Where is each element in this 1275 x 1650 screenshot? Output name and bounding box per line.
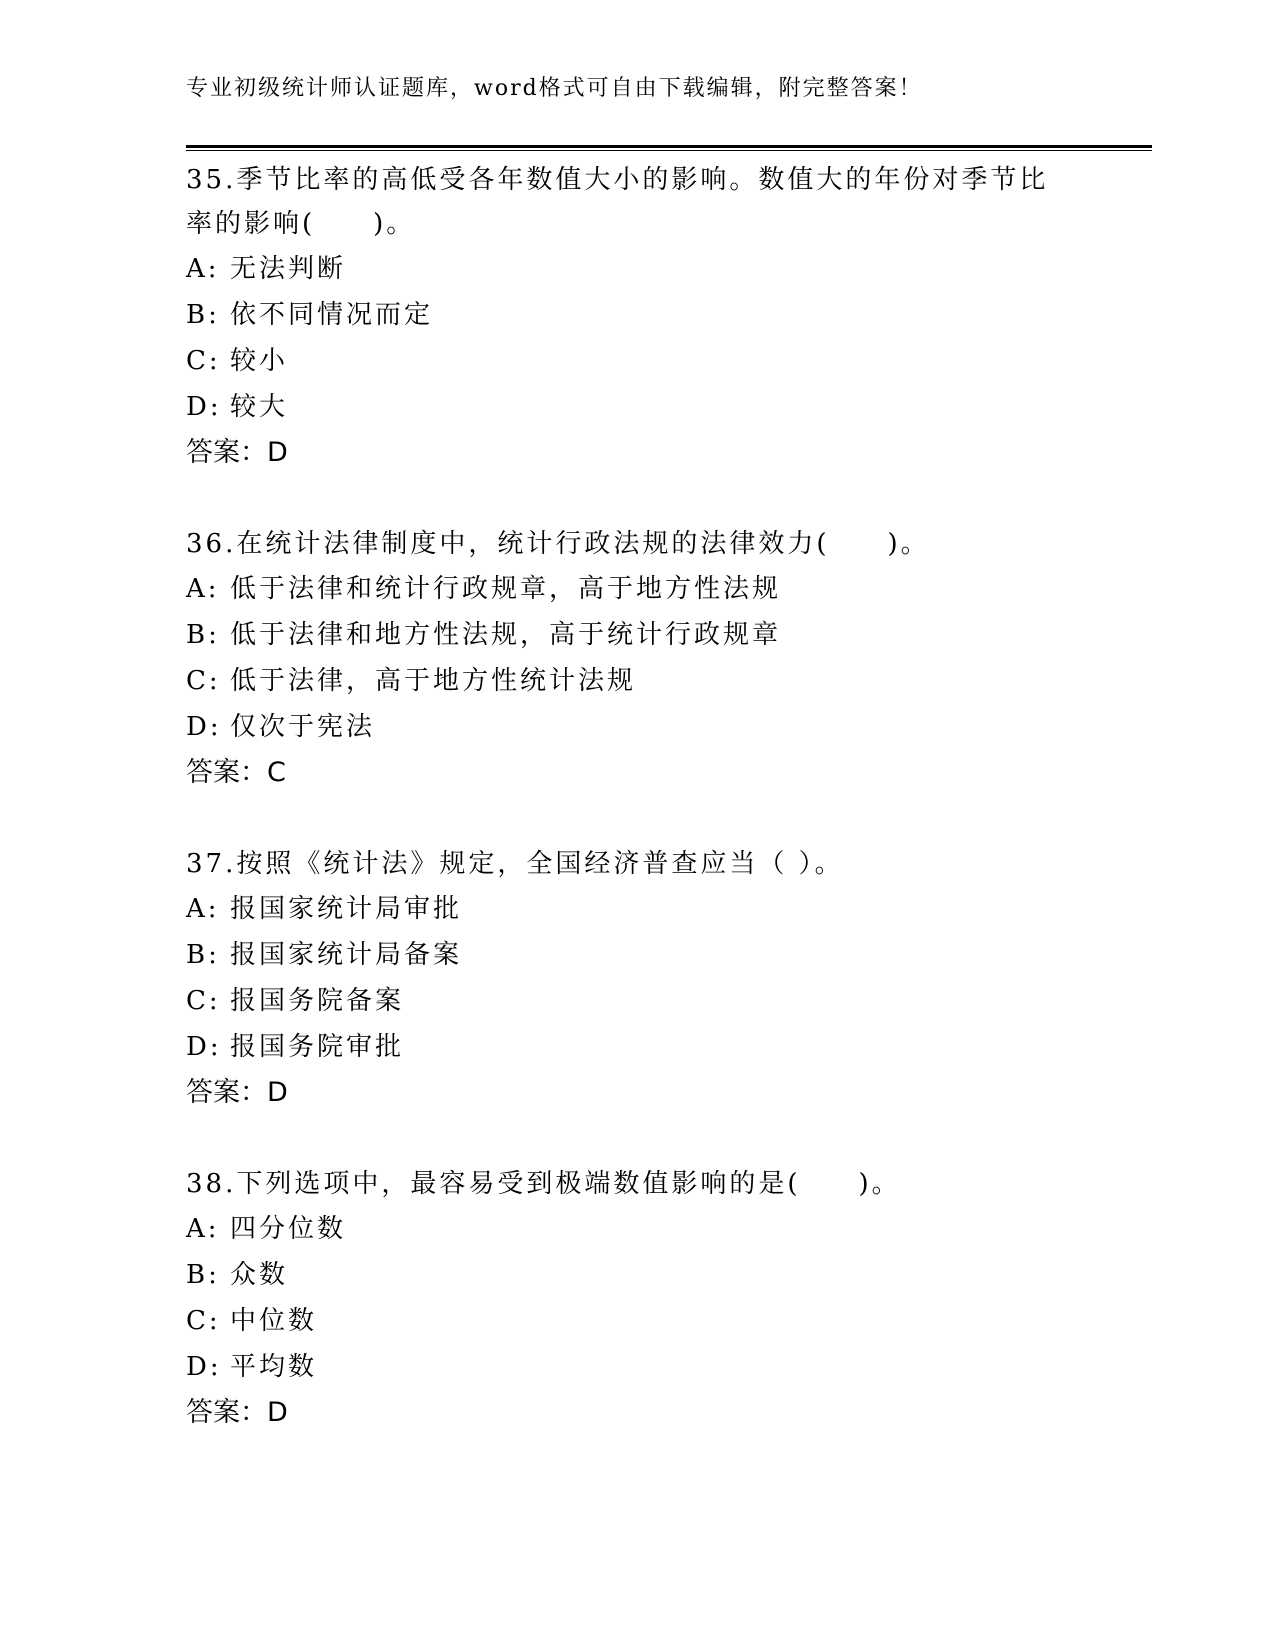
option-letter: C: <box>186 1306 221 1336</box>
option-letter: D: <box>186 712 222 742</box>
option-letter: B: <box>186 1260 220 1290</box>
answer-line: 答案：D <box>186 1077 288 1108</box>
answer-line: 答案：D <box>186 1397 288 1428</box>
option-letter: A: <box>186 254 220 284</box>
option-a <box>186 886 1136 932</box>
option-letter: C: <box>186 346 221 376</box>
option-letter: B: <box>186 940 220 970</box>
option-c <box>186 658 1136 704</box>
option-text: 报国务院备案 <box>230 986 405 1016</box>
option-text: 报国家统计局审批 <box>230 894 463 924</box>
option-a <box>186 1206 1136 1252</box>
question-37 <box>186 842 1136 1116</box>
option-text: 中位数 <box>230 1306 318 1336</box>
option-letter: C: <box>186 666 221 696</box>
option-letter: C: <box>186 986 221 1016</box>
option-d <box>186 704 1136 750</box>
option-text: 仅次于宪法 <box>230 712 376 742</box>
option-b <box>186 292 1136 338</box>
answer-line: 答案：D <box>186 437 288 468</box>
option-text: 较小 <box>230 346 289 376</box>
question-35 <box>186 158 1136 476</box>
header-text: 专业初级统计师认证题库，word格式可自由下载编辑，附完整答案！ <box>186 76 923 101</box>
header-rule-thin <box>186 150 1152 151</box>
option-letter: A: <box>186 894 220 924</box>
option-text: 较大 <box>230 392 289 422</box>
option-letter: D: <box>186 1032 222 1062</box>
option-a <box>186 566 1136 612</box>
question-stem: 36.在统计法律制度中，统计行政法规的法律效力( )。 <box>186 529 930 559</box>
option-text: 平均数 <box>230 1352 318 1382</box>
option-b <box>186 612 1136 658</box>
option-text: 低于法律和地方性法规，高于统计行政规章 <box>230 620 782 650</box>
option-c <box>186 1298 1136 1344</box>
option-text: 低于法律和统计行政规章，高于地方性法规 <box>230 574 782 604</box>
option-d <box>186 1344 1136 1390</box>
option-a <box>186 246 1136 292</box>
question-stem: 37.按照《统计法》规定，全国经济普查应当（ ）。 <box>186 849 844 879</box>
question-38 <box>186 1162 1136 1436</box>
option-text: 依不同情况而定 <box>230 300 434 330</box>
option-b <box>186 932 1136 978</box>
option-d <box>186 1024 1136 1070</box>
option-letter: D: <box>186 1352 222 1382</box>
answer-line: 答案：C <box>186 757 286 788</box>
question-stem: 38.下列选项中，最容易受到极端数值影响的是( )。 <box>186 1169 901 1199</box>
question-stem: 35.季节比率的高低受各年数值大小的影响。数值大的年份对季节比率的影响( )。 <box>186 165 1049 239</box>
option-letter: A: <box>186 574 220 604</box>
option-d <box>186 384 1136 430</box>
option-b <box>186 1252 1136 1298</box>
option-text: 无法判断 <box>230 254 347 284</box>
option-c <box>186 978 1136 1024</box>
option-letter: A: <box>186 1214 220 1244</box>
option-text: 众数 <box>230 1260 289 1290</box>
option-text: 低于法律，高于地方性统计法规 <box>230 666 637 696</box>
option-text: 报国家统计局备案 <box>230 940 463 970</box>
option-c <box>186 338 1136 384</box>
option-letter: B: <box>186 300 220 330</box>
option-letter: D: <box>186 392 222 422</box>
option-text: 四分位数 <box>230 1214 347 1244</box>
option-letter: B: <box>186 620 220 650</box>
option-text: 报国务院审批 <box>230 1032 405 1062</box>
header-rule-thick <box>186 145 1152 148</box>
question-36 <box>186 522 1136 796</box>
